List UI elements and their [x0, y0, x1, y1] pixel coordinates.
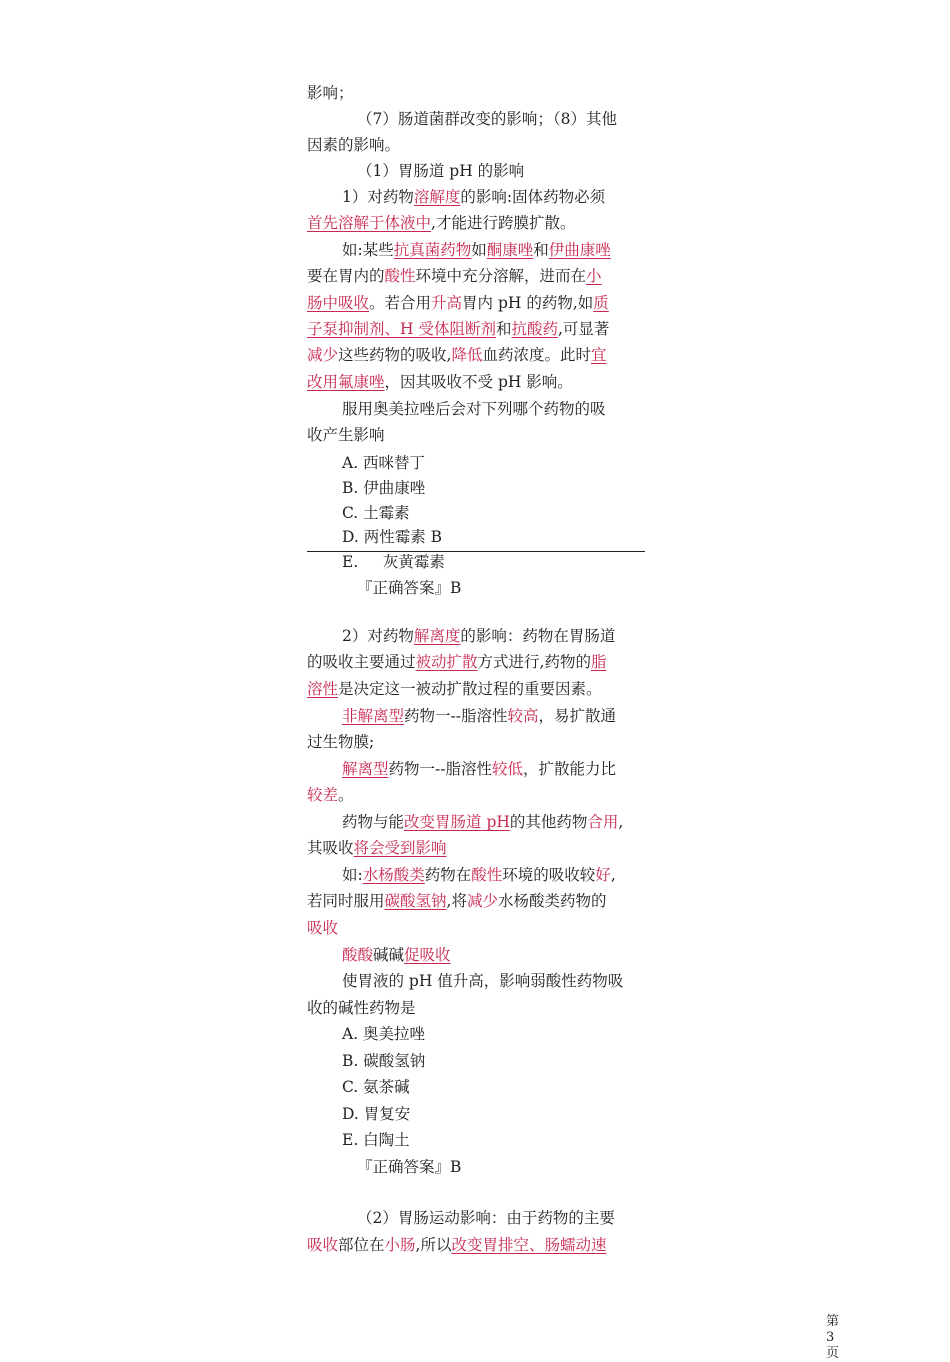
- text-line: 较差。: [307, 786, 354, 804]
- answer-option: D. 胃复安: [342, 1105, 411, 1123]
- highlight: 伊曲康唑: [548, 241, 611, 259]
- highlight: 首先溶解于体液中: [307, 214, 432, 232]
- text-line: 改用氟康唑，因其吸收不受 pH 影响。: [307, 373, 573, 391]
- text-line: 首先溶解于体液中,才能进行跨膜扩散。: [307, 214, 576, 232]
- question-stem: 服用奥美拉唑后会对下列哪个药物的吸: [342, 400, 606, 418]
- text-line: 影响；: [307, 84, 354, 102]
- highlight: 宜: [590, 346, 607, 364]
- text-line: 肠中吸收。若合用升高胃内 pH 的药物,如质: [307, 294, 609, 312]
- highlight: 碳酸氢钠: [384, 892, 447, 910]
- highlight: 质: [593, 294, 609, 312]
- highlight: 好: [595, 866, 611, 884]
- answer-option: A. 奥美拉唑: [342, 1025, 426, 1043]
- text-line: [307, 915, 338, 941]
- section-heading: （2）胃肠运动影响：由于药物的主要: [357, 1209, 615, 1227]
- text-line: 2）对药物解离度的影响：药物在胃肠道: [342, 627, 616, 645]
- highlight: 抗酸药: [511, 320, 558, 338]
- highlight: 降低: [451, 346, 483, 364]
- highlight: 解离型: [342, 760, 389, 778]
- section-heading: （1）胃肠道 pH 的影响: [357, 162, 525, 180]
- highlight: 改变胃肠道 pH: [404, 813, 510, 831]
- highlight: 小肠: [384, 1236, 416, 1254]
- highlight: 酸性: [471, 866, 503, 884]
- answer-option: D. 两性霉素 B: [342, 528, 443, 546]
- text-line: 如:某些抗真菌药物如酮康唑和伊曲康唑: [342, 241, 611, 259]
- text-line: 溶性是决定这一被动扩散过程的重要因素。: [307, 680, 602, 698]
- text-line: 吸收部位在小肠,所以改变胃排空、肠蠕动速: [307, 1236, 607, 1254]
- text-line: 药物与能改变胃肠道 pH的其他药物合用,: [342, 813, 624, 831]
- text-line: 1）对药物溶解度的影响:固体药物必须: [342, 188, 606, 206]
- answer-option: E. 白陶土: [342, 1131, 410, 1149]
- text-line: 解离型药物一--脂溶性较低，扩散能力比: [342, 760, 617, 778]
- highlight: 升高: [431, 294, 463, 312]
- highlight: 抗真菌药物: [393, 241, 472, 259]
- text-line: 因素的影响。: [307, 136, 401, 154]
- text-line: 如:水杨酸类药物在酸性环境的吸收较好,: [342, 866, 616, 884]
- correct-answer: 『正确答案』B: [357, 579, 462, 597]
- highlight: 脂: [590, 653, 607, 671]
- highlight: 较低: [492, 760, 524, 778]
- page-number: 第 3 页: [826, 1314, 840, 1361]
- highlight: 小: [586, 267, 602, 285]
- highlight: 改用氟康唑: [307, 373, 385, 391]
- text-line: 非解离型药物一--脂溶性较高，易扩散通: [342, 707, 617, 725]
- highlight: 减少: [466, 892, 498, 910]
- text-line: 其吸收将会受到影响: [307, 839, 447, 857]
- answer-option: C. 土霉素: [342, 504, 410, 522]
- answer-option: B. 伊曲康唑: [342, 479, 426, 497]
- highlight: 改变胃排空、肠蠕动速: [451, 1236, 607, 1254]
- highlight: 酸性: [384, 267, 416, 285]
- answer-option: C. 氨茶碱: [342, 1078, 410, 1096]
- highlight: 吸收: [307, 919, 339, 937]
- highlight: 合用: [587, 813, 619, 831]
- highlight: 解离度: [413, 627, 461, 645]
- mnemonic: 酸酸碱碱促吸收: [342, 946, 451, 964]
- highlight: 溶解度: [413, 188, 461, 206]
- highlight: 酸酸: [342, 946, 374, 964]
- highlight: 将会受到影响: [353, 839, 447, 857]
- highlight: 非解离型: [342, 707, 405, 725]
- highlight: 酮康唑: [486, 241, 534, 259]
- text-line: 过生物膜;: [307, 733, 375, 751]
- correct-answer: 『正确答案』B: [357, 1158, 462, 1176]
- highlight: 减少: [307, 346, 339, 364]
- answer-option: A. 西咪替丁: [342, 454, 426, 472]
- highlight: 溶性: [307, 680, 339, 698]
- highlight: 水杨酸类: [362, 866, 425, 884]
- highlight: 被动扩散: [415, 653, 478, 671]
- text-line: 减少这些药物的吸收,降低血药浓度。此时宜: [307, 346, 607, 364]
- text-line: 要在胃内的酸性环境中充分溶解，进而在小: [307, 267, 602, 285]
- text-line: 若同时服用碳酸氢钠,将减少水杨酸类药物的: [307, 892, 607, 910]
- text-line: 子泵抑制剂、H 受体阻断剂和抗酸药,可显著: [307, 320, 610, 338]
- highlight: 较高: [507, 707, 539, 725]
- highlight: 肠中吸收: [307, 294, 370, 312]
- question-stem: 收产生影响: [307, 426, 385, 444]
- answer-option: B. 碳酸氢钠: [342, 1052, 426, 1070]
- highlight: 较差: [307, 786, 339, 804]
- answer-option: E. 灰黄霉素: [342, 553, 445, 571]
- question-stem: 收的碱性药物是: [307, 999, 416, 1017]
- text-line: 的吸收主要通过被动扩散方式进行,药物的脂: [307, 653, 607, 671]
- highlight: 子泵抑制剂、H 受体阻断剂: [307, 320, 496, 338]
- question-stem: 使胃液的 pH 值升高，影响弱酸性药物吸: [342, 972, 624, 990]
- highlight: 促吸收: [404, 946, 451, 964]
- text-line: （7）肠道菌群改变的影响；（8）其他: [357, 110, 617, 128]
- highlight: 吸收: [307, 1236, 339, 1254]
